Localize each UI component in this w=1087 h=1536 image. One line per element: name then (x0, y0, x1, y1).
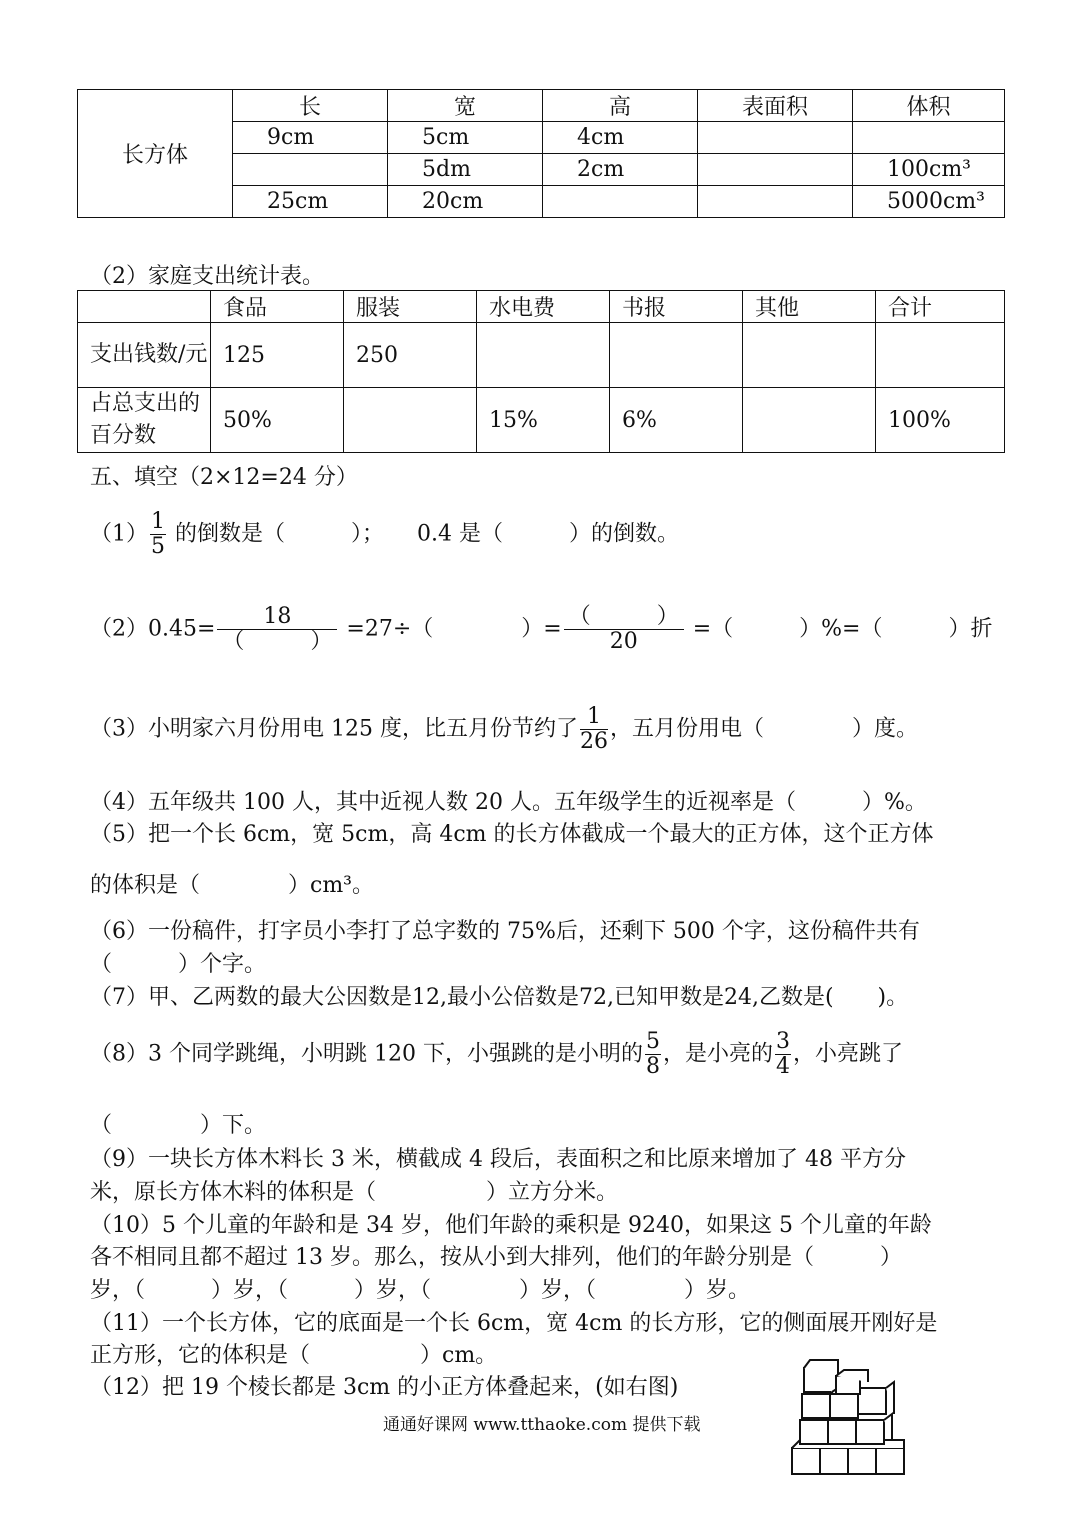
cell (698, 154, 853, 186)
denominator: 8 (645, 1054, 660, 1080)
fraction (645, 1030, 661, 1079)
cell (698, 186, 853, 218)
header-books: 书报 (610, 291, 743, 323)
fraction (150, 510, 166, 559)
cell: 20cm (388, 186, 543, 218)
cell (743, 323, 876, 388)
fraction (580, 705, 608, 754)
q8-mid: ，是小亮的 (662, 1041, 773, 1067)
cell: 25cm (233, 186, 388, 218)
table-row (78, 388, 1005, 453)
question-8 (90, 1030, 903, 1079)
question-10-line2: 各不相同且都不超过 13 岁。那么，按从小到大排列，他们的年龄分别是（ ） (90, 1245, 902, 1270)
stacked-cubes-figure (788, 1354, 910, 1478)
header-surface-area: 表面积 (698, 90, 853, 122)
q2-prefix: （2）0.45= (90, 616, 216, 642)
question-1 (90, 510, 679, 559)
cell (698, 122, 853, 154)
header-utilities: 水电费 (477, 291, 610, 323)
question-5-line2: 的体积是（ ）cm³。 (90, 873, 375, 898)
cell: 125 (211, 323, 344, 388)
q8-text: （8）3 个同学跳绳，小明跳 120 下，小强跳的是小明的 (90, 1041, 643, 1067)
cell (743, 388, 876, 453)
footer-text: 通通好课网 www.tthaoke.com 提供下载 (383, 1415, 701, 1435)
q1-prefix: （1） (90, 521, 148, 547)
numerator: 5 (645, 1029, 660, 1054)
cell: 4cm (543, 122, 698, 154)
question-2 (90, 605, 993, 654)
question-3 (90, 705, 918, 754)
cell (876, 323, 1005, 388)
header-height: 高 (543, 90, 698, 122)
denominator: 5 (151, 534, 165, 560)
cuboid-table (77, 89, 1005, 218)
row-label: 占总支出的百分数 (78, 388, 211, 453)
question-6-line1: （6）一份稿件，打字员小李打了总字数的 75%后，还剩下 500 个字，这份稿件共有 (90, 919, 920, 944)
cell: 2cm (543, 154, 698, 186)
numerator: 3 (775, 1029, 790, 1054)
cell (344, 388, 477, 453)
cell: 15% (477, 388, 610, 453)
cell: 100% (876, 388, 1005, 453)
question-10-line1: （10）5 个儿童的年龄和是 34 岁，他们年龄的乘积是 9240，如果这 5 个儿童的年龄 (90, 1213, 932, 1238)
denominator: （ ） (222, 629, 333, 655)
fraction (564, 605, 684, 654)
fraction (217, 605, 337, 654)
cell: 5dm (388, 154, 543, 186)
q2-end: =（ ）%=（ ）折 (692, 616, 993, 642)
fraction (775, 1030, 791, 1079)
q8-end: ，小亮跳了 (792, 1041, 903, 1067)
cell: 9cm (233, 122, 388, 154)
q3-end: ，五月份用电（ ）度。 (609, 716, 918, 742)
numerator: （ ） (564, 605, 684, 630)
cell: 6% (610, 388, 743, 453)
numerator: 1 (580, 705, 608, 730)
table2-title: （2）家庭支出统计表。 (90, 264, 324, 289)
cell: 250 (344, 323, 477, 388)
denominator: 20 (609, 629, 638, 655)
cell (853, 122, 1005, 154)
cell: 5000cm³ (853, 186, 1005, 218)
numerator: 18 (217, 605, 337, 630)
header-total: 合计 (876, 291, 1005, 323)
q1-text: 的倒数是（ ）； 0.4 是（ ）的倒数。 (175, 521, 679, 547)
section-title: 五、填空（2×12=24 分） (90, 465, 358, 490)
cell (610, 323, 743, 388)
question-6-line2: （ ）个字。 (90, 952, 267, 977)
question-10-line3: 岁，（ ）岁，（ ）岁，（ ）岁，（ ）岁。 (90, 1278, 751, 1303)
header-other: 其他 (743, 291, 876, 323)
cell (233, 154, 388, 186)
question-4: （4）五年级共 100 人，其中近视人数 20 人。五年级学生的近视率是（ ）%。 (90, 790, 927, 815)
cell (543, 186, 698, 218)
question-11-line2: 正方形，它的体积是（ ）cm。 (90, 1343, 498, 1368)
header-length: 长 (233, 90, 388, 122)
question-12: （12）把 19 个棱长都是 3cm 的小正方体叠起来，(如右图) (90, 1375, 679, 1400)
table-row (78, 323, 1005, 388)
question-11-line1: （11）一个长方体，它的底面是一个长 6cm，宽 4cm 的长方形，它的侧面展开刚好是 (90, 1311, 938, 1336)
denominator: 4 (775, 1054, 790, 1080)
question-5-line1: （5）把一个长 6cm，宽 5cm，高 4cm 的长方体截成一个最大的正方体，这个正方体 (90, 822, 934, 847)
q3-text: （3）小明家六月份用电 125 度，比五月份节约了 (90, 716, 578, 742)
denominator: 26 (579, 729, 608, 755)
numerator: 1 (151, 509, 165, 534)
question-7: （7）甲、乙两数的最大公因数是12,最小公倍数是72,已知甲数是24,乙数是( )。 (90, 985, 909, 1010)
row-header: 长方体 (78, 90, 233, 218)
row-label: 支出钱数/元 (78, 323, 211, 388)
question-9-line1: （9）一块长方体木料长 3 米，横截成 4 段后，表面积之和比原来增加了 48 平方分 (90, 1147, 906, 1172)
cell: 50% (211, 388, 344, 453)
q2-mid: =27÷（ ）= (346, 616, 562, 642)
header-width: 宽 (388, 90, 543, 122)
cell: 5cm (388, 122, 543, 154)
header-cell (78, 291, 211, 323)
question-9-line2: 米，原长方体木料的体积是（ ）立方分米。 (90, 1180, 619, 1205)
expense-table (77, 290, 1005, 453)
header-volume: 体积 (853, 90, 1005, 122)
question-8-line2: （ ）下。 (90, 1113, 267, 1138)
cell (477, 323, 610, 388)
header-clothing: 服装 (344, 291, 477, 323)
cell: 100cm³ (853, 154, 1005, 186)
header-food: 食品 (211, 291, 344, 323)
